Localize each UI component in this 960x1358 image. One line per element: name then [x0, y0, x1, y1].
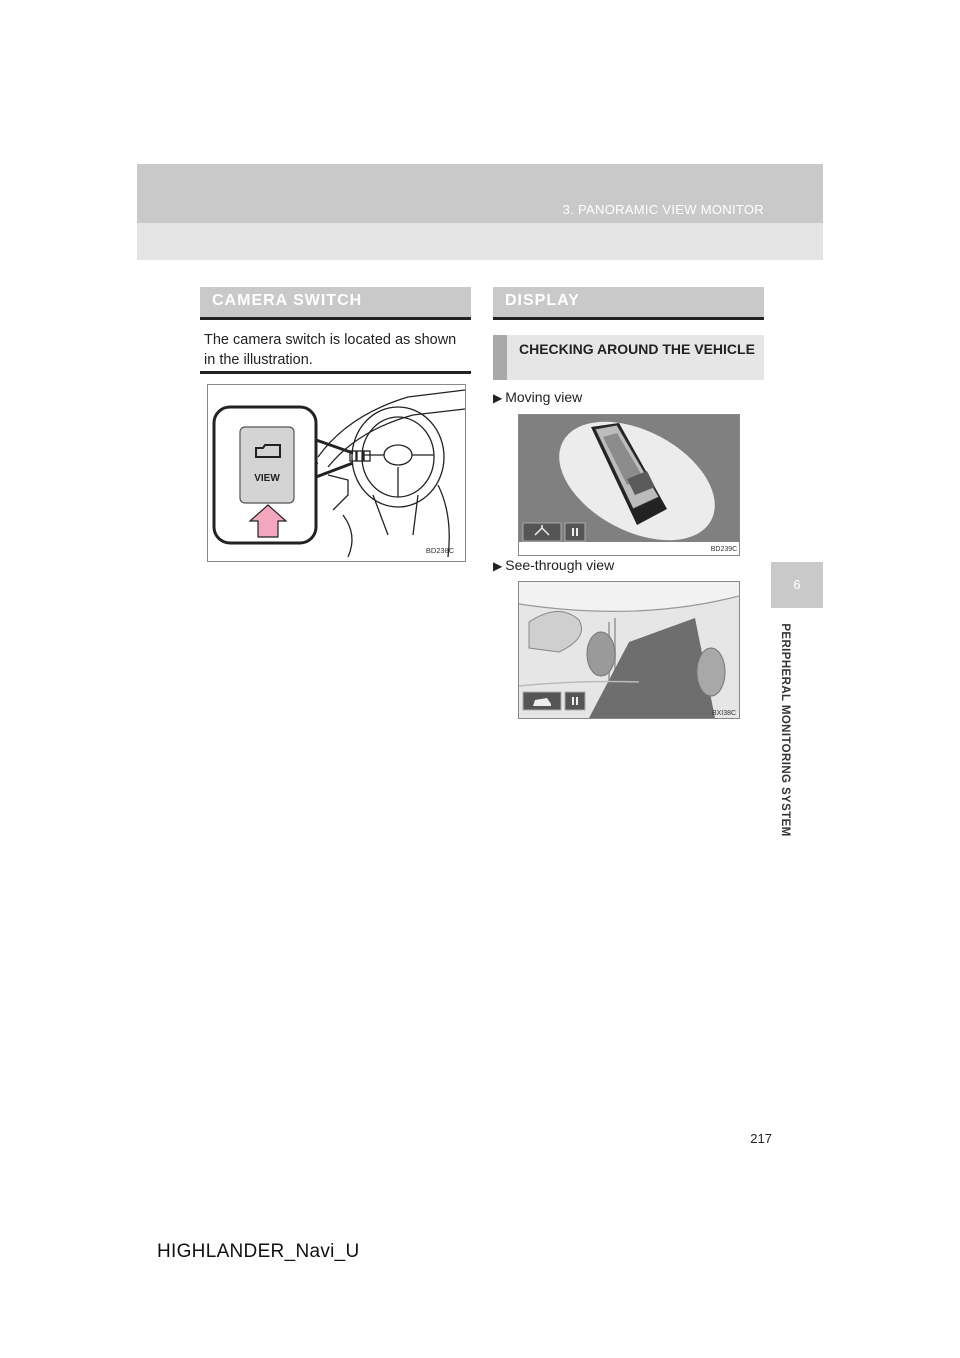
triangle-bullet-icon: ▶ [493, 559, 503, 573]
camera-switch-illustration [207, 384, 466, 562]
section-title: CAMERA SWITCH [212, 292, 363, 309]
chapter-side-title-text: PERIPHERAL MONITORING SYSTEM [779, 623, 791, 837]
list-item-label: See-through view [505, 557, 615, 573]
see-through-view-screen [518, 581, 740, 719]
list-item-see-through-view [493, 557, 614, 573]
note-text-box [200, 325, 471, 374]
moving-view-screen [518, 414, 740, 556]
subsection-accent-bar [493, 335, 507, 380]
section-header-display [493, 287, 764, 320]
triangle-bullet-icon: ▶ [493, 391, 503, 405]
list-item-moving-view [493, 389, 582, 405]
figure-code: BD239C [710, 546, 738, 553]
note-text: The camera switch is located as shown in the illustration. [204, 332, 457, 368]
chapter-side-title [771, 616, 799, 844]
subsection-header [493, 335, 764, 380]
chapter-title: 3. PANORAMIC VIEW MONITOR [562, 202, 764, 217]
figure-code: BD238C [425, 546, 455, 555]
section-title: DISPLAY [505, 292, 580, 309]
subsection-title: CHECKING AROUND THE VEHICLE [519, 341, 755, 357]
figure-code: BXI38C [711, 710, 737, 717]
page-number: 217 [750, 1131, 772, 1146]
section-header-camera-switch [200, 287, 471, 320]
header-subband [137, 223, 823, 260]
view-switch-label: VIEW [254, 473, 280, 484]
footer-document-id: HIGHLANDER_Navi_U [157, 1241, 360, 1262]
list-item-label: Moving view [505, 389, 583, 405]
chapter-tab-number: 6 [771, 562, 823, 608]
